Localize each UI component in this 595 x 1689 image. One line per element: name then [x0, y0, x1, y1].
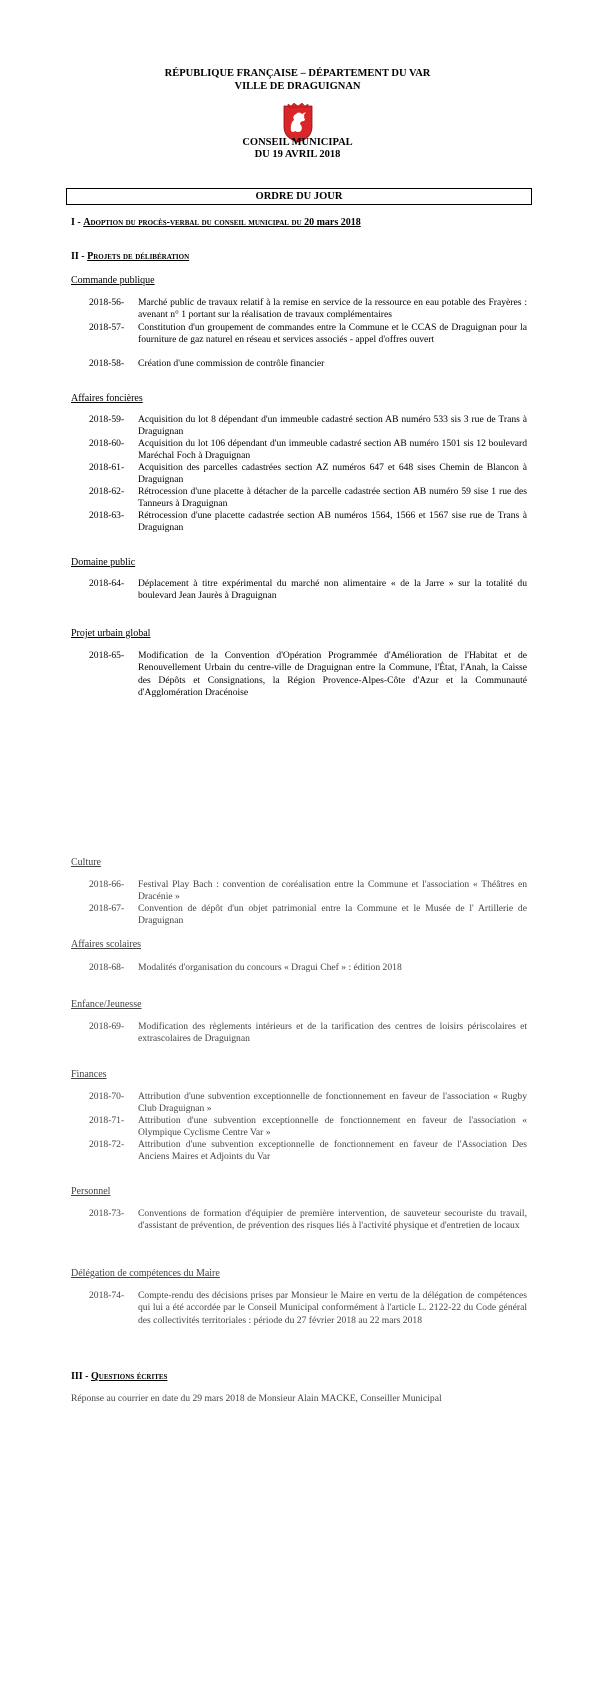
agenda-item-2018-58 [89, 358, 527, 370]
category-culture: Culture [71, 857, 101, 868]
agenda-item-2018-65 [89, 650, 527, 699]
item-number: 2018-61- [89, 462, 125, 473]
agenda-item-2018-70 [89, 1091, 527, 1116]
item-text: Acquisition du lot 106 dépendant d'un immeuble cadastré section AB numéro 1501 sis 12 boulevard Maréchal Foch à Draguignan [138, 438, 527, 462]
agenda-item-2018-74 [89, 1290, 527, 1327]
item-text: Rétrocession d'une placette cadastrée section AB numéros 1564, 1566 et 1567 sise rue de Trans à Draguignan [138, 510, 527, 534]
section-three-title: Questions écrites [91, 1371, 168, 1382]
agenda-item-2018-64 [89, 578, 527, 603]
agenda-item-2018-56 [89, 297, 527, 322]
agenda-item-2018-72 [89, 1139, 527, 1164]
agenda-item-2018-61 [89, 462, 527, 487]
agenda-item-2018-66 [89, 879, 527, 904]
item-text: Marché public de travaux relatif à la remise en service de la ressource en eau potable des Frayères : avenant n° 1 portant sur la réalisation de travaux complémentaires [138, 297, 527, 321]
item-number: 2018-72- [89, 1139, 125, 1150]
item-text: Compte-rendu des décisions prises par Monsieur le Maire en vertu de la délégation de compétences qui lui a été accordée par le Conseil Municipal conformément à l'article L. 2122-22 du Code général des collectivités territoriales : période du 27 février 2018 au 22 mars 2018 [138, 1290, 527, 1326]
item-text: Rétrocession d'une placette à détacher de la parcelle cadastrée section AB numéro 59 sise 1 rue des Tanneurs à Draguignan [138, 486, 527, 510]
category-affaires-scolaires: Affaires scolaires [71, 939, 142, 950]
item-number: 2018-63- [89, 510, 125, 521]
item-number: 2018-56- [89, 297, 125, 308]
item-number: 2018-67- [89, 903, 125, 914]
header-conseil: CONSEIL MUNICIPAL [242, 137, 353, 148]
category-personnel: Personnel [71, 1186, 111, 1197]
item-text: Modalités d'organisation du concours « Dragui Chef » : édition 2018 [138, 962, 402, 973]
item-number: 2018-66- [89, 879, 125, 890]
item-text: Festival Play Bach : convention de coréalisation entre la Commune et l'association « Théâtres en Dracénie » [138, 879, 527, 903]
item-text: Acquisition des parcelles cadastrées section AZ numéros 647 et 648 sises Chemin de Blancon à Draguignan [138, 462, 527, 486]
header-republique: RÉPUBLIQUE FRANÇAISE – DÉPARTEMENT DU VAR [164, 68, 431, 79]
item-text: Modification des règlements intérieurs et de la tarification des centres de loisirs périscolaires et extrascolaires de Draguignan [138, 1021, 527, 1045]
item-number: 2018-58- [89, 358, 125, 369]
item-text: Création d'une commission de contrôle financier [138, 358, 325, 369]
agenda-item-2018-69 [89, 1021, 527, 1046]
section-two-number: II - [71, 251, 88, 262]
agenda-item-2018-63 [89, 510, 527, 535]
category-affaires-foncieres: Affaires foncières [71, 393, 143, 404]
category-delegation: Délégation de compétences du Maire [71, 1268, 220, 1279]
category-commande-publique: Commande publique [71, 275, 155, 286]
header-ville: VILLE DE DRAGUIGNAN [234, 81, 361, 92]
item-number: 2018-73- [89, 1208, 125, 1219]
item-text: Attribution d'une subvention exceptionnelle de fonctionnement en faveur de l'Association Des Anciens Maires et Adjoints du Var [138, 1139, 527, 1163]
item-text: Modification de la Convention d'Opération Programmée d'Amélioration de l'Habitat et de Renouvellement Urbain du centre-ville de Draguignan entre la Commune, l'État, l'Anah, la Caisse des Dépôts et Consignations, la Région Provence-Alpes-Côte d'Azur et la Communauté d'Agglomération Dracénoise [138, 650, 527, 698]
item-number: 2018-69- [89, 1021, 125, 1032]
category-finances: Finances [71, 1069, 107, 1080]
item-number: 2018-70- [89, 1091, 125, 1102]
agenda-item-2018-62 [89, 486, 527, 511]
item-text: Acquisition du lot 8 dépendant d'un immeuble cadastré section AB numéro 533 sis 3 rue de Trans à Draguignan [138, 414, 527, 438]
agenda-item-2018-67 [89, 903, 527, 928]
section-two-heading [71, 250, 189, 263]
header-date: DU 19 AVRIL 2018 [254, 149, 341, 160]
section-one-date: 20 mars 2018 [304, 217, 361, 228]
agenda-item-2018-71 [89, 1115, 527, 1140]
category-enfance-jeunesse: Enfance/Jeunesse [71, 999, 142, 1010]
item-text: Conventions de formation d'équipier de première intervention, de sauveteur secouriste du travail, d'assistant de prévention, de prévention des risques liés à l'activité physique et d'entretien de locaux [138, 1208, 527, 1232]
ordre-du-jour-title: ORDRE DU JOUR [66, 188, 532, 205]
item-number: 2018-65- [89, 650, 125, 661]
section-one-title: Adoption du procès-verbal du conseil municipal du [83, 217, 305, 228]
written-question-text: Réponse au courrier en date du 29 mars 2018 de Monsieur Alain MACKE, Conseiller Municipal [71, 1393, 442, 1404]
item-number: 2018-64- [89, 578, 125, 589]
category-projet-urbain: Projet urbain global [71, 628, 151, 639]
section-two-title: Projets de délibération [87, 251, 190, 262]
section-three-number: III - [71, 1371, 92, 1382]
item-text: Attribution d'une subvention exceptionnelle de fonctionnement en faveur de l'association « Olympique Cyclisme Centre Var » [138, 1115, 527, 1139]
item-number: 2018-57- [89, 322, 125, 333]
item-text: Attribution d'une subvention exceptionnelle de fonctionnement en faveur de l'association « Rugby Club Draguignan » [138, 1091, 527, 1115]
section-one-number: I - [71, 217, 84, 228]
item-number: 2018-71- [89, 1115, 125, 1126]
agenda-item-2018-60 [89, 438, 527, 463]
agenda-item-2018-68 [89, 962, 527, 974]
section-three-heading [71, 1370, 167, 1383]
item-text: Constitution d'un groupement de commandes entre la Commune et le CCAS de Draguignan pour la fourniture de gaz naturel en réseau et services associés - appel d'offres ouvert [138, 322, 527, 346]
item-text: Déplacement à titre expérimental du marché non alimentaire « de la Jarre » sur la totalité du boulevard Jean Jaurès à Draguignan [138, 578, 527, 602]
item-text: Convention de dépôt d'un objet patrimonial entre la Commune et le Musée de l' Artillerie de Draguignan [138, 903, 527, 927]
item-number: 2018-74- [89, 1290, 125, 1301]
item-number: 2018-62- [89, 486, 125, 497]
item-number: 2018-59- [89, 414, 125, 425]
item-number: 2018-60- [89, 438, 125, 449]
category-domaine-public: Domaine public [71, 557, 136, 568]
item-number: 2018-68- [89, 962, 125, 973]
agenda-item-2018-73 [89, 1208, 527, 1233]
agenda-item-2018-57 [89, 322, 527, 347]
agenda-item-2018-59 [89, 414, 527, 439]
section-one-heading [71, 216, 361, 229]
